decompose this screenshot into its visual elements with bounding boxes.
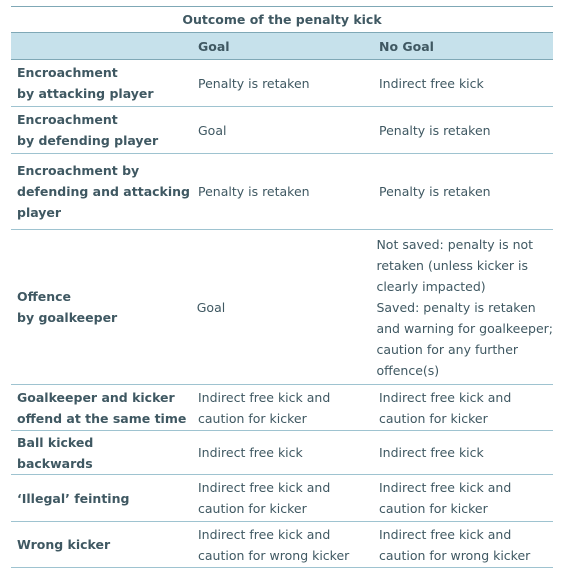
- goal-cell: [192, 477, 373, 519]
- table-row: [11, 154, 553, 230]
- no-goal-line: offence(s): [376, 362, 440, 378]
- offence-cell: [11, 534, 192, 555]
- table-row: [11, 522, 553, 568]
- goal-line: Indirect free kick and: [198, 480, 331, 495]
- goal-line: Indirect free kick and: [198, 389, 331, 405]
- goal-line: Penalty is retaken: [198, 75, 310, 91]
- offence-line: Ball kicked: [17, 434, 94, 450]
- table-header-row: [11, 32, 553, 60]
- no-goal-cell: [373, 181, 553, 202]
- offence-cell: [11, 488, 192, 509]
- header-goal: Goal: [198, 38, 230, 54]
- goal-line: Goal: [198, 122, 227, 138]
- offence-cell: [11, 286, 191, 328]
- table-row: [11, 385, 553, 431]
- offence-cell: [11, 432, 192, 474]
- no-goal-line: Penalty is retaken: [379, 184, 491, 199]
- no-goal-line: and warning for goalkeeper;: [376, 320, 553, 336]
- goal-cell: [192, 181, 373, 202]
- goal-line: Goal: [196, 299, 226, 315]
- table-row: [11, 475, 553, 522]
- offence-line: defending and attacking: [17, 184, 190, 199]
- offence-line: offend at the same time: [17, 410, 187, 426]
- offence-line: Goalkeeper and kicker: [17, 389, 175, 405]
- no-goal-cell: [373, 387, 553, 429]
- goal-cell: [192, 524, 373, 566]
- offence-line: Encroachment: [17, 65, 118, 80]
- no-goal-cell: [373, 73, 553, 94]
- header-no-goal: No Goal: [379, 38, 434, 54]
- no-goal-cell: [373, 524, 553, 566]
- offence-line: by defending player: [17, 133, 159, 148]
- no-goal-line: Not saved: penalty is not: [376, 236, 534, 252]
- table-row: [11, 431, 553, 475]
- offence-cell: [11, 62, 192, 104]
- goal-cell: [192, 442, 373, 463]
- no-goal-cell: [373, 477, 553, 519]
- offence-line: Wrong kicker: [17, 537, 111, 552]
- offence-line: Encroachment by: [17, 163, 140, 178]
- goal-cell: [192, 120, 373, 141]
- goal-line: caution for wrong kicker: [198, 547, 350, 563]
- no-goal-line: Indirect free kick and: [379, 526, 512, 542]
- table-row: [11, 60, 553, 107]
- no-goal-line: caution for kicker: [379, 501, 488, 516]
- no-goal-line: retaken (unless kicker is: [376, 257, 528, 273]
- no-goal-cell: [373, 120, 553, 141]
- goal-line: Penalty is retaken: [198, 184, 310, 199]
- offence-cell: [11, 109, 192, 151]
- no-goal-line: caution for kicker: [379, 410, 488, 426]
- offence-cell: [11, 160, 192, 223]
- no-goal-line: Penalty is retaken: [379, 122, 491, 138]
- goal-cell: [192, 73, 373, 94]
- no-goal-cell: [373, 442, 553, 463]
- table-row: [11, 230, 553, 385]
- goal-cell: [192, 387, 373, 429]
- offence-line: backwards: [17, 455, 93, 471]
- offence-line: player: [17, 205, 62, 220]
- no-goal-line: Saved: penalty is retaken: [376, 299, 536, 315]
- offence-line: Offence: [17, 289, 72, 304]
- table-title: Outcome of the penalty kick: [11, 6, 553, 32]
- no-goal-line: caution for any further: [376, 341, 519, 357]
- offence-line: by goalkeeper: [17, 310, 118, 325]
- no-goal-line: caution for wrong kicker: [379, 547, 531, 563]
- no-goal-line: Indirect free kick and: [379, 389, 512, 405]
- offence-line: by attacking player: [17, 86, 154, 101]
- goal-line: Indirect free kick and: [198, 526, 331, 542]
- no-goal-line: Indirect free kick and: [379, 480, 512, 495]
- goal-line: caution for kicker: [198, 410, 307, 426]
- no-goal-line: Indirect free kick: [379, 445, 484, 460]
- goal-line: Indirect free kick: [198, 445, 303, 460]
- goal-cell: [191, 297, 371, 318]
- table-row: [11, 107, 553, 154]
- goal-line: caution for kicker: [198, 501, 307, 516]
- no-goal-cell: [370, 234, 553, 381]
- no-goal-line: Indirect free kick: [379, 75, 484, 91]
- offence-cell: [11, 387, 192, 429]
- offence-line: Encroachment: [17, 112, 118, 127]
- no-goal-line: clearly impacted): [376, 278, 486, 294]
- penalty-outcome-table: [11, 6, 553, 568]
- offence-line: ‘Illegal’ feinting: [17, 490, 130, 506]
